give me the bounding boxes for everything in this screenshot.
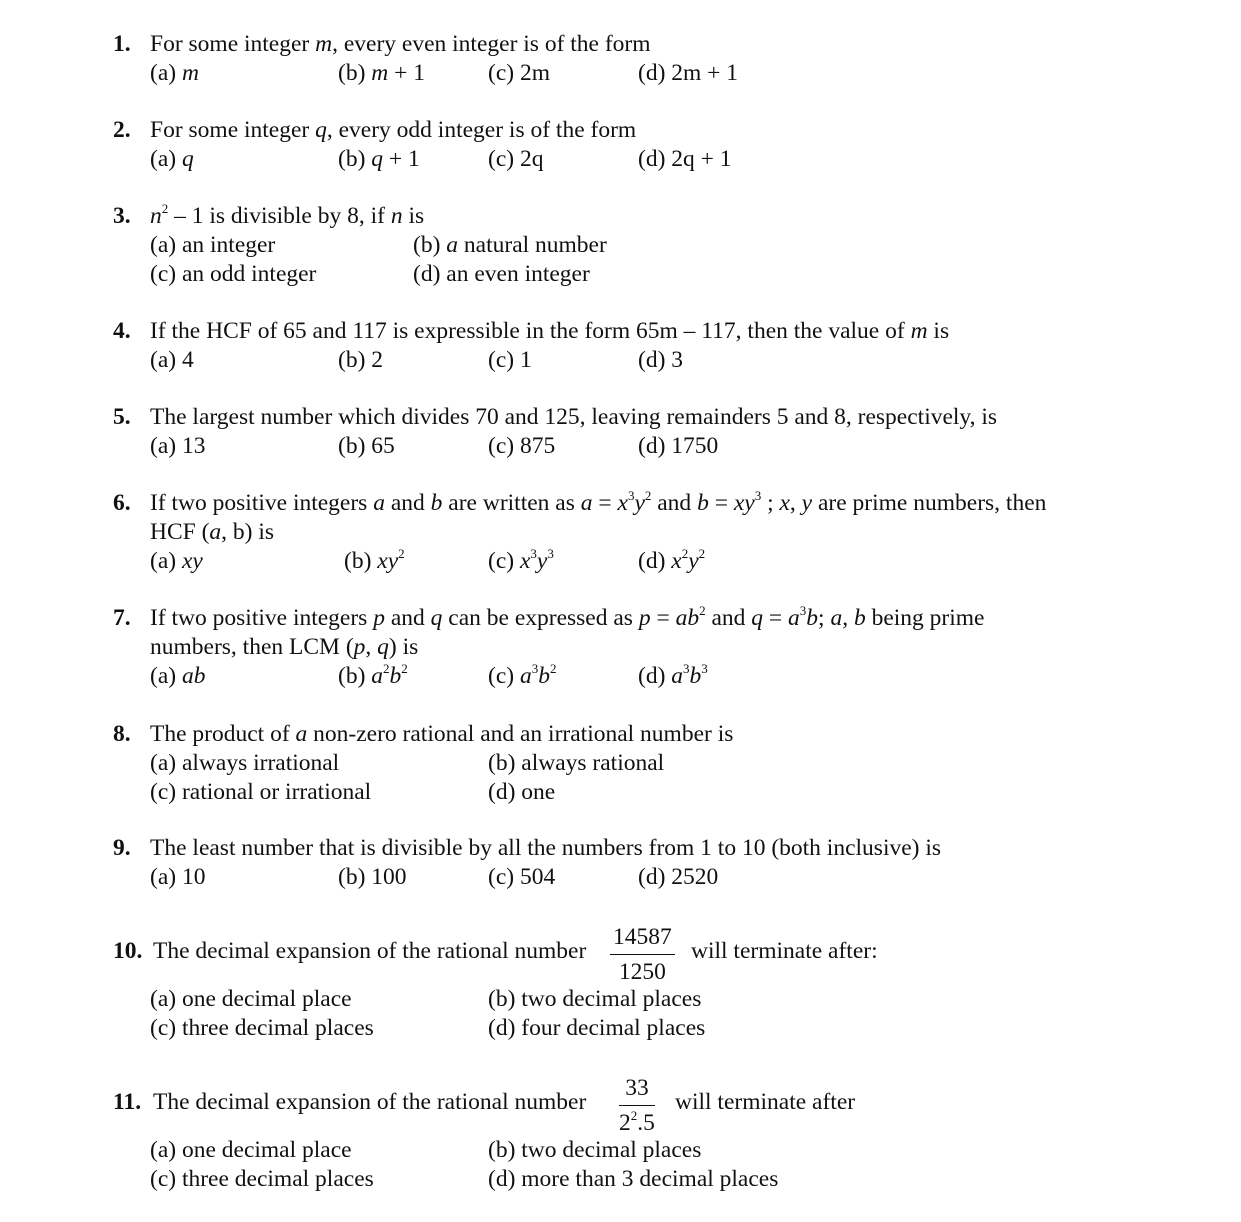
option-d: (d) $x^2y^2$ — [638, 546, 706, 574]
question-stem: For some integer q, every odd integer is of the form — [150, 117, 637, 143]
option-c: (c) 1 — [488, 347, 532, 373]
fraction — [610, 922, 675, 987]
fraction — [619, 1073, 655, 1138]
question-stem: The product of a non-zero rational and an irrational number is — [150, 721, 734, 747]
question-stem: The largest number which divides 70 and 125, leaving remainders 5 and 8, respectively, is — [150, 404, 998, 430]
question-number: 10. — [113, 938, 143, 964]
question-7 — [113, 604, 1143, 691]
question-3 — [113, 202, 1143, 289]
option-a: (a) 13 — [150, 433, 206, 459]
question-5 — [113, 403, 1143, 461]
option-d: (d) 1750 — [638, 433, 719, 459]
question-number: 8. — [113, 721, 131, 747]
question-1 — [113, 30, 1143, 88]
fraction-numerator: 14587 — [610, 922, 675, 955]
question-stem-after: will terminate after: — [691, 938, 878, 964]
option-a: (a) 10 — [150, 864, 206, 890]
question-number: 3. — [113, 203, 131, 229]
option-c: (c) three decimal places — [150, 1166, 374, 1192]
option-a: (a) one decimal place — [150, 1137, 352, 1163]
question-stem: If two positive integers p and q can be expressed as $p = ab^2$ and $q = a^3b$; a, b being prime — [150, 603, 985, 631]
option-b: (b) a natural number — [413, 232, 607, 258]
option-d: (d) one — [488, 779, 556, 805]
question-stem: If the HCF of 65 and 117 is expressible in the form 65m – 117, then the value of m is — [150, 318, 950, 344]
question-number: 7. — [113, 605, 131, 631]
question-2 — [113, 116, 1143, 174]
option-b: (b) always rational — [488, 750, 665, 776]
question-stem: The decimal expansion of the rational number — [153, 938, 587, 964]
question-stem: If two positive integers a and b are written as $a = x^3y^2$ and $b = xy^3$ ; x, y are prime numbers, then — [150, 488, 1047, 516]
option-d: (d) four decimal places — [488, 1015, 706, 1041]
option-d: (d) $a^3b^3$ — [638, 661, 708, 689]
question-8 — [113, 720, 1143, 807]
option-c: (c) an odd integer — [150, 261, 317, 287]
fraction-numerator: 33 — [619, 1073, 655, 1106]
question-number: 1. — [113, 31, 131, 57]
question-9 — [113, 834, 1143, 892]
option-c: (c) 2m — [488, 60, 550, 86]
question-number: 9. — [113, 835, 131, 861]
question-number: 4. — [113, 318, 131, 344]
option-d: (d) 2520 — [638, 864, 719, 890]
option-a: (a) m — [150, 60, 199, 86]
option-b: (b) 65 — [338, 433, 395, 459]
option-d: (d) 3 — [638, 347, 684, 373]
option-d: (d) 2q + 1 — [638, 146, 732, 172]
question-number: 6. — [113, 490, 131, 516]
question-stem: The least number that is divisible by all the numbers from 1 to 10 (both inclusive) is — [150, 835, 942, 861]
option-a: (a) xy — [150, 548, 203, 574]
option-d: (d) an even integer — [413, 261, 590, 287]
question-11 — [113, 1073, 1143, 1143]
option-b: (b) 100 — [338, 864, 407, 890]
option-a: (a) q — [150, 146, 194, 172]
option-b: (b) q + 1 — [338, 146, 420, 172]
option-c: (c) 2q — [488, 146, 544, 172]
question-10 — [113, 922, 1143, 992]
question-6 — [113, 489, 1143, 576]
option-d: (d) 2m + 1 — [638, 60, 739, 86]
fraction-denominator: $2^2.5$ — [619, 1108, 655, 1136]
question-10-options — [113, 985, 1143, 1043]
option-c: (c) $a^3b^2$ — [488, 661, 557, 689]
option-b: (b) two decimal places — [488, 1137, 702, 1163]
option-b: (b) two decimal places — [488, 986, 702, 1012]
question-stem-continued: numbers, then LCM (p, q) is — [150, 634, 419, 660]
question-stem-after: will terminate after — [675, 1089, 856, 1115]
question-number: 5. — [113, 404, 131, 430]
question-4 — [113, 317, 1143, 375]
question-number: 2. — [113, 117, 131, 143]
question-stem: $n^2 - 1$ is divisible by 8, if n is — [150, 201, 425, 229]
option-a: (a) ab — [150, 663, 206, 689]
option-b: (b) m + 1 — [338, 60, 426, 86]
option-d: (d) more than 3 decimal places — [488, 1166, 779, 1192]
option-c: (c) rational or irrational — [150, 779, 372, 805]
option-c: (c) $x^3y^3$ — [488, 546, 554, 574]
option-c: (c) 504 — [488, 864, 556, 890]
option-a: (a) always irrational — [150, 750, 340, 776]
option-a: (a) an integer — [150, 232, 276, 258]
option-a: (a) one decimal place — [150, 986, 352, 1012]
question-stem-continued: HCF (a, b) is — [150, 519, 275, 545]
option-a: (a) 4 — [150, 347, 194, 373]
option-b: (b) 2 — [338, 347, 384, 373]
option-c: (c) three decimal places — [150, 1015, 374, 1041]
question-stem: The decimal expansion of the rational number — [153, 1089, 587, 1115]
question-11-options — [113, 1136, 1143, 1194]
option-b: (b) $xy^2$ — [344, 546, 405, 574]
question-number: 11. — [113, 1089, 142, 1115]
question-stem: For some integer m, every even integer is of the form — [150, 31, 651, 57]
option-b: (b) $a^2b^2$ — [338, 661, 408, 689]
fraction-denominator: 1250 — [618, 959, 666, 985]
option-c: (c) 875 — [488, 433, 556, 459]
